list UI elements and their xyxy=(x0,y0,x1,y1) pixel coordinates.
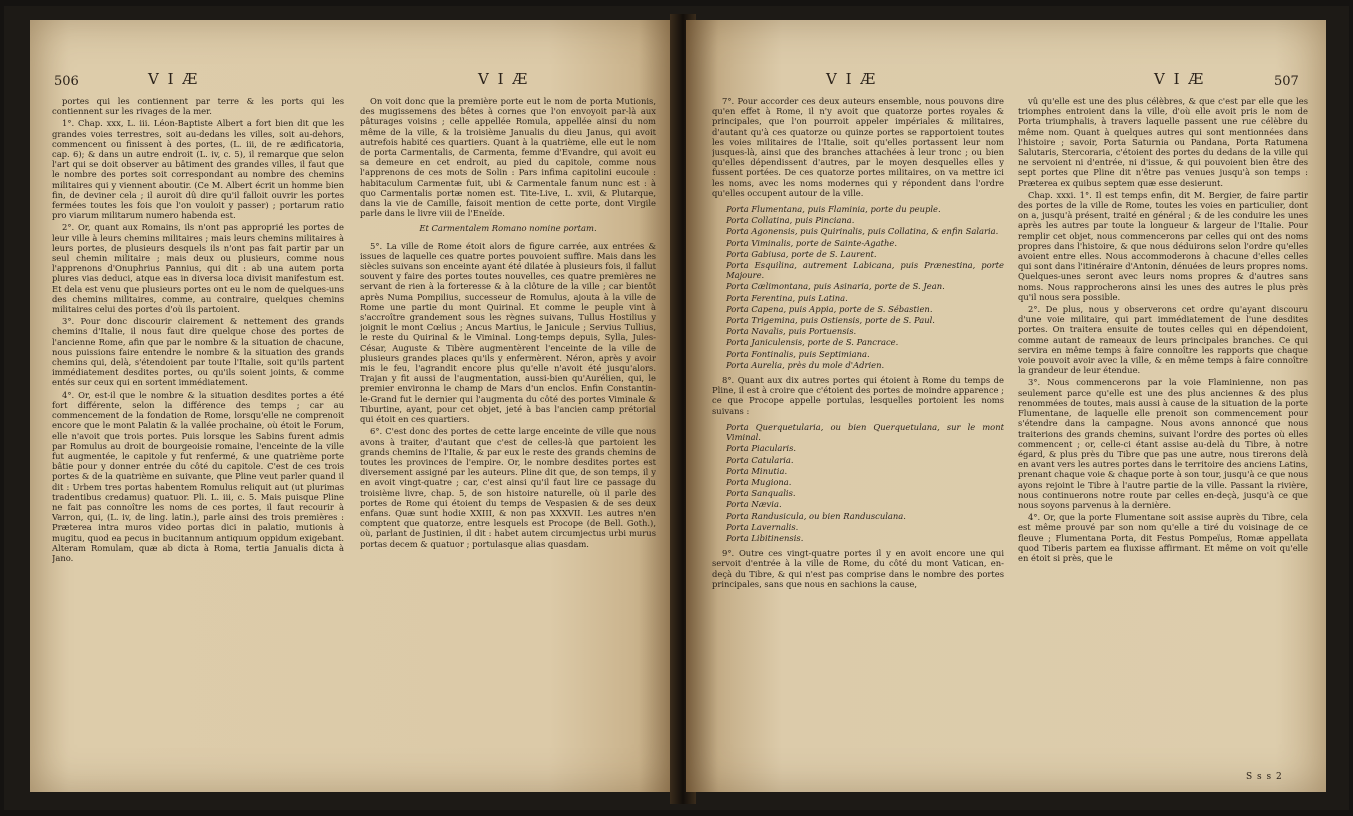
paragraph: 4°. Or, est-il que le nombre & la situation desdites portes a été fort différente, selon la différence des temps ; car au commencement de la fondation de Rome, lorsqu'elle ne comprenoit encore que le mont Palatin & la vallée prochaine, où étoit le Forum, elle n'avoit que trois portes. Puis lorsque les Sabins furent admis par Romulus au droit de bourgeoisie romaine, l'enceinte de la ville fut augmentée, le capitole y fut renfermé, & une quatrième porte bâtie pour y donner entrée du côté du capitole. C'est de ces trois portes & de la quatrième en suivante, que Pline veut parler quand il dit : Urbem tres portas habentem Romulus reliquit aut (ut plurimas tradentibus credamus) quatuor. Pli. L. iii, c. 5. Mais puisque Pline ne fait pas connoître les noms de ces portes, il faut recourir à Varron, qui, (L. iv, de ling. latin.), parle ainsi des trois premières : Præterea intra muros video portas dici in palatio, mutionis à mugitu, quod ea pecus in bucitannum antiquum oppidum exigebant. Alteram Romulam, quæ ab dicta à Roma, tertia Janualis dicta à Jano. xyxy=(52,389,344,563)
right-page xyxy=(686,20,1326,792)
gate-entry: Porta Randusicula, ou bien Randusculana. xyxy=(726,510,906,521)
gate-entry: Porta Collatina, puis Pinciana. xyxy=(726,215,855,226)
principal-gates-list xyxy=(712,204,1004,370)
gate-entry: Porta Cælimontana, puis Asinaria, porte de S. Jean. xyxy=(726,281,945,292)
gate-entry: Porta Agonensis, puis Quirinalis, puis Collatina, & enfin Salaria. xyxy=(726,226,999,237)
gate-entry: Porta Lavernalis. xyxy=(726,521,799,532)
gate-entry: Porta Piacularis. xyxy=(726,443,797,454)
gate-entry: Porta Querquetularia, ou bien Querquetulana, sur le mont Viminal. xyxy=(726,421,1004,443)
gate-entry: Porta Trigemina, puis Ostiensis, porte de S. Paul. xyxy=(726,315,935,326)
gate-entry: Porta Gabiusa, porte de S. Laurent. xyxy=(726,248,877,259)
gate-entry: Porta Esquilina, autrement Labicana, puis Prænestina, porte Majoure. xyxy=(726,260,1004,281)
right-column-2 xyxy=(1018,96,1308,768)
gate-entry: Porta Minutia. xyxy=(726,465,788,476)
gate-entry: Porta Flumentana, puis Flaminia, porte du peuple. xyxy=(726,204,941,215)
gate-entry: Porta Sanqualis. xyxy=(726,488,796,499)
left-page xyxy=(30,20,678,792)
gate-entry: Porta Capena, puis Appia, porte de S. Sébastien. xyxy=(726,303,933,314)
left-running-head: V I Æ xyxy=(148,70,200,88)
right-page-number: 507 xyxy=(1274,74,1299,89)
minor-gates-list xyxy=(712,422,1004,543)
book-spread xyxy=(4,6,1349,810)
paragraph: Et Carmentalem Romano nomine portam. xyxy=(419,223,597,234)
paragraph: 2°. Or, quant aux Romains, ils n'ont pas approprié les portes de leur ville à leurs chemins militaires ; mais leurs chemins militaires à leurs portes, de plusieurs desquels ils n'ont pas fait partir par un seul chemin militaire ; mais deux ou plusieurs, comme nous l'apprenons d'Onuphrius Pannius, qui dit : ab una autem porta plures vias deduci, atque eas in diversa loca divisit manifestum est. Et dela est venu que plusieurs portes ont eu le nom de quelques-uns des chemins militaires, comme, au contraire, quelques chemins militaires celui des portes d'où ils partoient. xyxy=(52,222,344,315)
paragraph-8: 8°. Quant aux dix autres portes qui étoient à Rome du temps de Pline, il est à croire que c'étoient des portes de moindre apparence ; ce que Procope appelle portulas, lesquelles portoient les noms suivans : xyxy=(712,375,1004,416)
gate-entry: Porta Libitinensis. xyxy=(726,532,804,543)
gate-entry: Porta Janiculensis, porte de S. Pancrace. xyxy=(726,337,899,348)
signature-mark: S s s 2 xyxy=(1246,772,1283,782)
paragraph: Chap. xxxi. 1°. Il est temps enfin, dit M. Bergier, de faire partir des portes de la ville de Rome, toutes les voies en particulier, dont on a, jusqu'à présent, traité en général ; & de les conduire les unes après les autres par toute la longueur & largeur de l'Italie. Pour remplir cet objet, nous commencerons par celles qui ont des noms propres dans l'histoire, & que nous déduirons selon l'ordre qu'elles avoient entre elles. Nous accommoderons à chacune d'elles celles qui sont dans l'itinéraire d'Antonin, dénuées de leurs propres noms. Quelques-unes seront avec leurs noms propres & d'autres sans noms. Nous rapprocherons ainsi les unes des autres le plus près qu'il nous sera possible. xyxy=(1018,189,1308,302)
gate-entry: Porta Ferentina, puis Latina. xyxy=(726,292,848,303)
gate-entry: Porta Aurelia, près du mole d'Adrien. xyxy=(726,359,885,370)
gate-entry: Porta Nævia. xyxy=(726,499,782,510)
paragraph: 6°. C'est donc des portes de cette large enceinte de ville que nous avons à traiter, d'autant que c'est de celles-là que partoient les grands chemins de l'Italie, & par eux le reste des grands chemins de toutes les provinces de l'empire. Or, le nombre desdites portes est diversement assigné par les auteurs. Pline dit que, de son temps, il y en avoit vingt-quatre ; car, c'est ainsi qu'il faut lire ce passage du troisième livre, chap. 5, de son histoire naturelle, où il parle des portes de Rome qui étoient du temps de Vespasien & de ses deux enfans. Quæ sunt hodie XXIII, & non pas XXXVII. Les autres n'en comptent que quatorze, entre lesquels est Procope (de Bell. Goth.), où, parlant de Justinien, il dit : habet autem circumjectus urbi murus portas decem & quatuor ; portulasque alias quasdam. xyxy=(360,426,656,549)
left-page-number: 506 xyxy=(54,74,79,89)
paragraph: 1°. Chap. xxx, L. iii. Léon-Baptiste Albert a fort bien dit que les grandes voies terrestres, soit au-dedans les villes, soit au-dehors, commencent ou finissent à des portes, (L. iii, de re ædificatoria, cap. 6); & dans un autre endroit (L. iv, c. 5), il remarque que selon l'art qui se doit observer au bâtiment des grandes villes, il faut que le nombre des portes soit correspondant au nombre des chemins militaires qui y viennent aboutir. (Ce M. Albert écrit un homme bien fin, de deviner cela ; il auroit dû dire qu'il falloit ouvrir les portes fermées toutes les fois que l'on vouloit y passer) ; portarum ratio pro viarum militarum numero habenda est. xyxy=(52,118,344,221)
paragraph: 5°. La ville de Rome étoit alors de figure carrée, aux entrées & issues de laquelle ces quatre portes pouvoient suffire. Mais dans les siècles suivans son enceinte ayant été dilatée à plusieurs fois, il fallut souvent y faire des portes toutes nouvelles, ces quatre premières ne servant de rien à la forteresse & à la clôture de la ville ; car bientôt après Numa Pompilius, successeur de Romulus, ajouta à la ville de Rome une partie du mont Quirinal. Et comme le peuple vint à s'accroître grandement sous les règnes suivans, Tullus Hostilius y joignit le mont Cœlius ; Ancus Martius, le Janicule ; Servius Tullius, le reste du Quirinal & le Viminal. Long-temps depuis, Sylla, Jules-César, Auguste & Tibère augmentèrent l'enceinte de la ville de plusieurs grandes places qu'ils y enfermèrent. Néron, après y avoir mis le feu, l'agrandit encore plus qu'elle n'avoit été jusqu'alors. Trajan y fit aussi de l'augmentation, aussi-bien qu'Aurélien, qui, le premier environna le champ de Mars d'un enclos. Enfin Constantin-le-Grand fut le dernier qui l'augmenta du côté des portes Viminale & Tiburtine, ayant, pour cet objet, jeté à bas l'ancien camp prétorial qui étoit en ces quartiers. xyxy=(360,240,656,425)
right-running-head-inner: V I Æ xyxy=(826,70,878,88)
left-column-1 xyxy=(52,96,344,786)
right-running-head: V I Æ xyxy=(1154,70,1206,88)
paragraph: 2°. De plus, nous y observerons cet ordre qu'ayant discouru d'une voie militaire, qui part immédiatement de l'une desdites portes. On traitera ensuite de toutes celles qui en dépendoient, comme autant de rameaux de leurs principales branches. Ce qui servira en même temps à faire connoître les rapports que chaque voie pouvoit avoir avec la ville, & en même temps à faire connoître la grandeur de leur étendue. xyxy=(1018,304,1308,376)
left-running-head-inner: V I Æ xyxy=(478,70,530,88)
paragraph: 4°. Or, que la porte Flumentane soit assise auprès du Tibre, cela est même prouvé par son nom qu'elle a tiré du voisinage de ce fleuve ; Flumentana Porta, dit Festus Pompeïus, Romæ appellata quod Tiberis partem ea fluxisse affirmant. Et même on voit qu'elle en étoit si près, que le xyxy=(1018,512,1308,563)
gate-entry: Porta Viminalis, porte de Sainte-Agathe. xyxy=(726,237,898,248)
gate-entry: Porta Mugiona. xyxy=(726,476,792,487)
paragraph: vû qu'elle est une des plus célèbres, & que c'est par elle que les triomphes entroient dans la ville, d'où elle avoit pris le nom de Porta triumphalis, à travers laquelle passent une rue célèbre du même nom. Quant à quelques autres qui sont mentionnées dans l'histoire ; savoir, Porta Saturnia ou Pandana, Porta Ratumena Salutaris, Stercoraria, c'étoient des portes du dedans de la ville qui ne servoient ni d'entrée, ni d'issue, & qui pouvoient bien être des sept portes que Pline dit n'être pas venues jusqu'à son temps : Præterea ex quibus septem quæ esse desierunt. xyxy=(1018,96,1308,188)
gate-entry: Porta Fontinalis, puis Septimiana. xyxy=(726,348,870,359)
gate-entry: Porta Catularia. xyxy=(726,454,794,465)
gate-entry: Porta Navalis, puis Portuensis. xyxy=(726,326,857,337)
paragraph-9: 9°. Outre ces vingt-quatre portes il y en avoit encore une qui servoit d'entrée à la ville de Rome, du côté du mont Vatican, en-deçà du Tibre, & qui n'est pas comprise dans le nombre des portes principales, sans que nous en sachions la cause, xyxy=(712,548,1004,589)
left-column-2 xyxy=(360,96,656,786)
paragraph-7: 7°. Pour accorder ces deux auteurs ensemble, nous pouvons dire qu'en effet à Rome, il n'y avoit que quatorze portes royales & principales, que l'on pourroit appeler impériales & militaires, d'autant qu'à ces quatorze ou quinze portes se rapportoient toutes les voies militaires de l'Italie, soit qu'elles portassent leur nom jusques-là, ainsi que des branches attachées à leur tronc ; ou bien qu'elles dépendissent d'autres, par le moyen desquelles elles y fussent portées. De ces quatorze portes militaires, on va mettre ici les noms, avec les noms modernes qui y répondent dans l'ordre qu'elles occupent autour de la ville. xyxy=(712,96,1004,198)
paragraph: 3°. Nous commencerons par la voie Flaminienne, non pas seulement parce qu'elle est une des plus anciennes & des plus renommées de toutes, mais aussi à cause de la situation de la porte Flumentane, de laquelle elle prenoit son commencement pour s'étendre dans la campagne. Nous avons annoncé que nous traiterions des grands chemins, suivant l'ordre des portes où elles commencent ; or, celle-ci étant assise au-delà du Tibre, à notre égard, & plus près du Tibre que pas une autre, nous tirerons delà en avant vers les autres portes dans le territoire des anciens Latins, prenant chaque voie & chaque porte à son tour, jusqu'à ce que nous ayons rejoint le Tibre à l'autre partie de la ville. Passant la rivière, nous continuerons notre route par celles en-deçà, jusqu'à ce que nous soyons parvenus à la dernière. xyxy=(1018,377,1308,510)
paragraph: 3°. Pour donc discourir clairement & nettement des grands chemins d'Italie, il nous faut dire quelque chose des portes de l'ancienne Rome, afin que par le nombre & la situation de chacune, nous puissions faire entendre le nombre & la situation des grands chemins qui, delà, s'étendoient par toute l'Italie, soit qu'ils partent immédiatement desdites portes, ou qu'ils soient joints, & comme entés sur ceux qui en sortent immédiatement. xyxy=(52,316,344,388)
right-column-1 xyxy=(712,96,1004,786)
paragraph: On voit donc que la première porte eut le nom de porta Mutionis, des mugissemens des bêtes à cornes que l'on envoyoit par-là aux pâturages voisins ; celle appellée Romula, appellée ainsi du nom même de la ville, & la troisième Janualis du dieu Janus, qui avoit autrefois habité ces quartiers. Quant à la quatrième, elle eut le nom de porta Carmentalis, de Carmenta, femme d'Evandre, qui avoit eu sa demeure en cet endroit, au pied du capitole, comme nous l'apprenons de ces mots de Solin : Pars infima capitolini eucoule : habitaculum Carmentæ fuit, ubi & Carmentale fanum nunc est : à quo Carmentalis portæ nomen est. Tite-Live, L. xvii, & Plutarque, dans la vie de Camille, faisoit mention de cette porte, dont Virgile parle dans le livre viii de l'Eneïde. xyxy=(360,96,656,219)
paragraph: portes qui les contiennent par terre & les ports qui les contiennent sur les rivages de la mer. xyxy=(52,96,344,117)
